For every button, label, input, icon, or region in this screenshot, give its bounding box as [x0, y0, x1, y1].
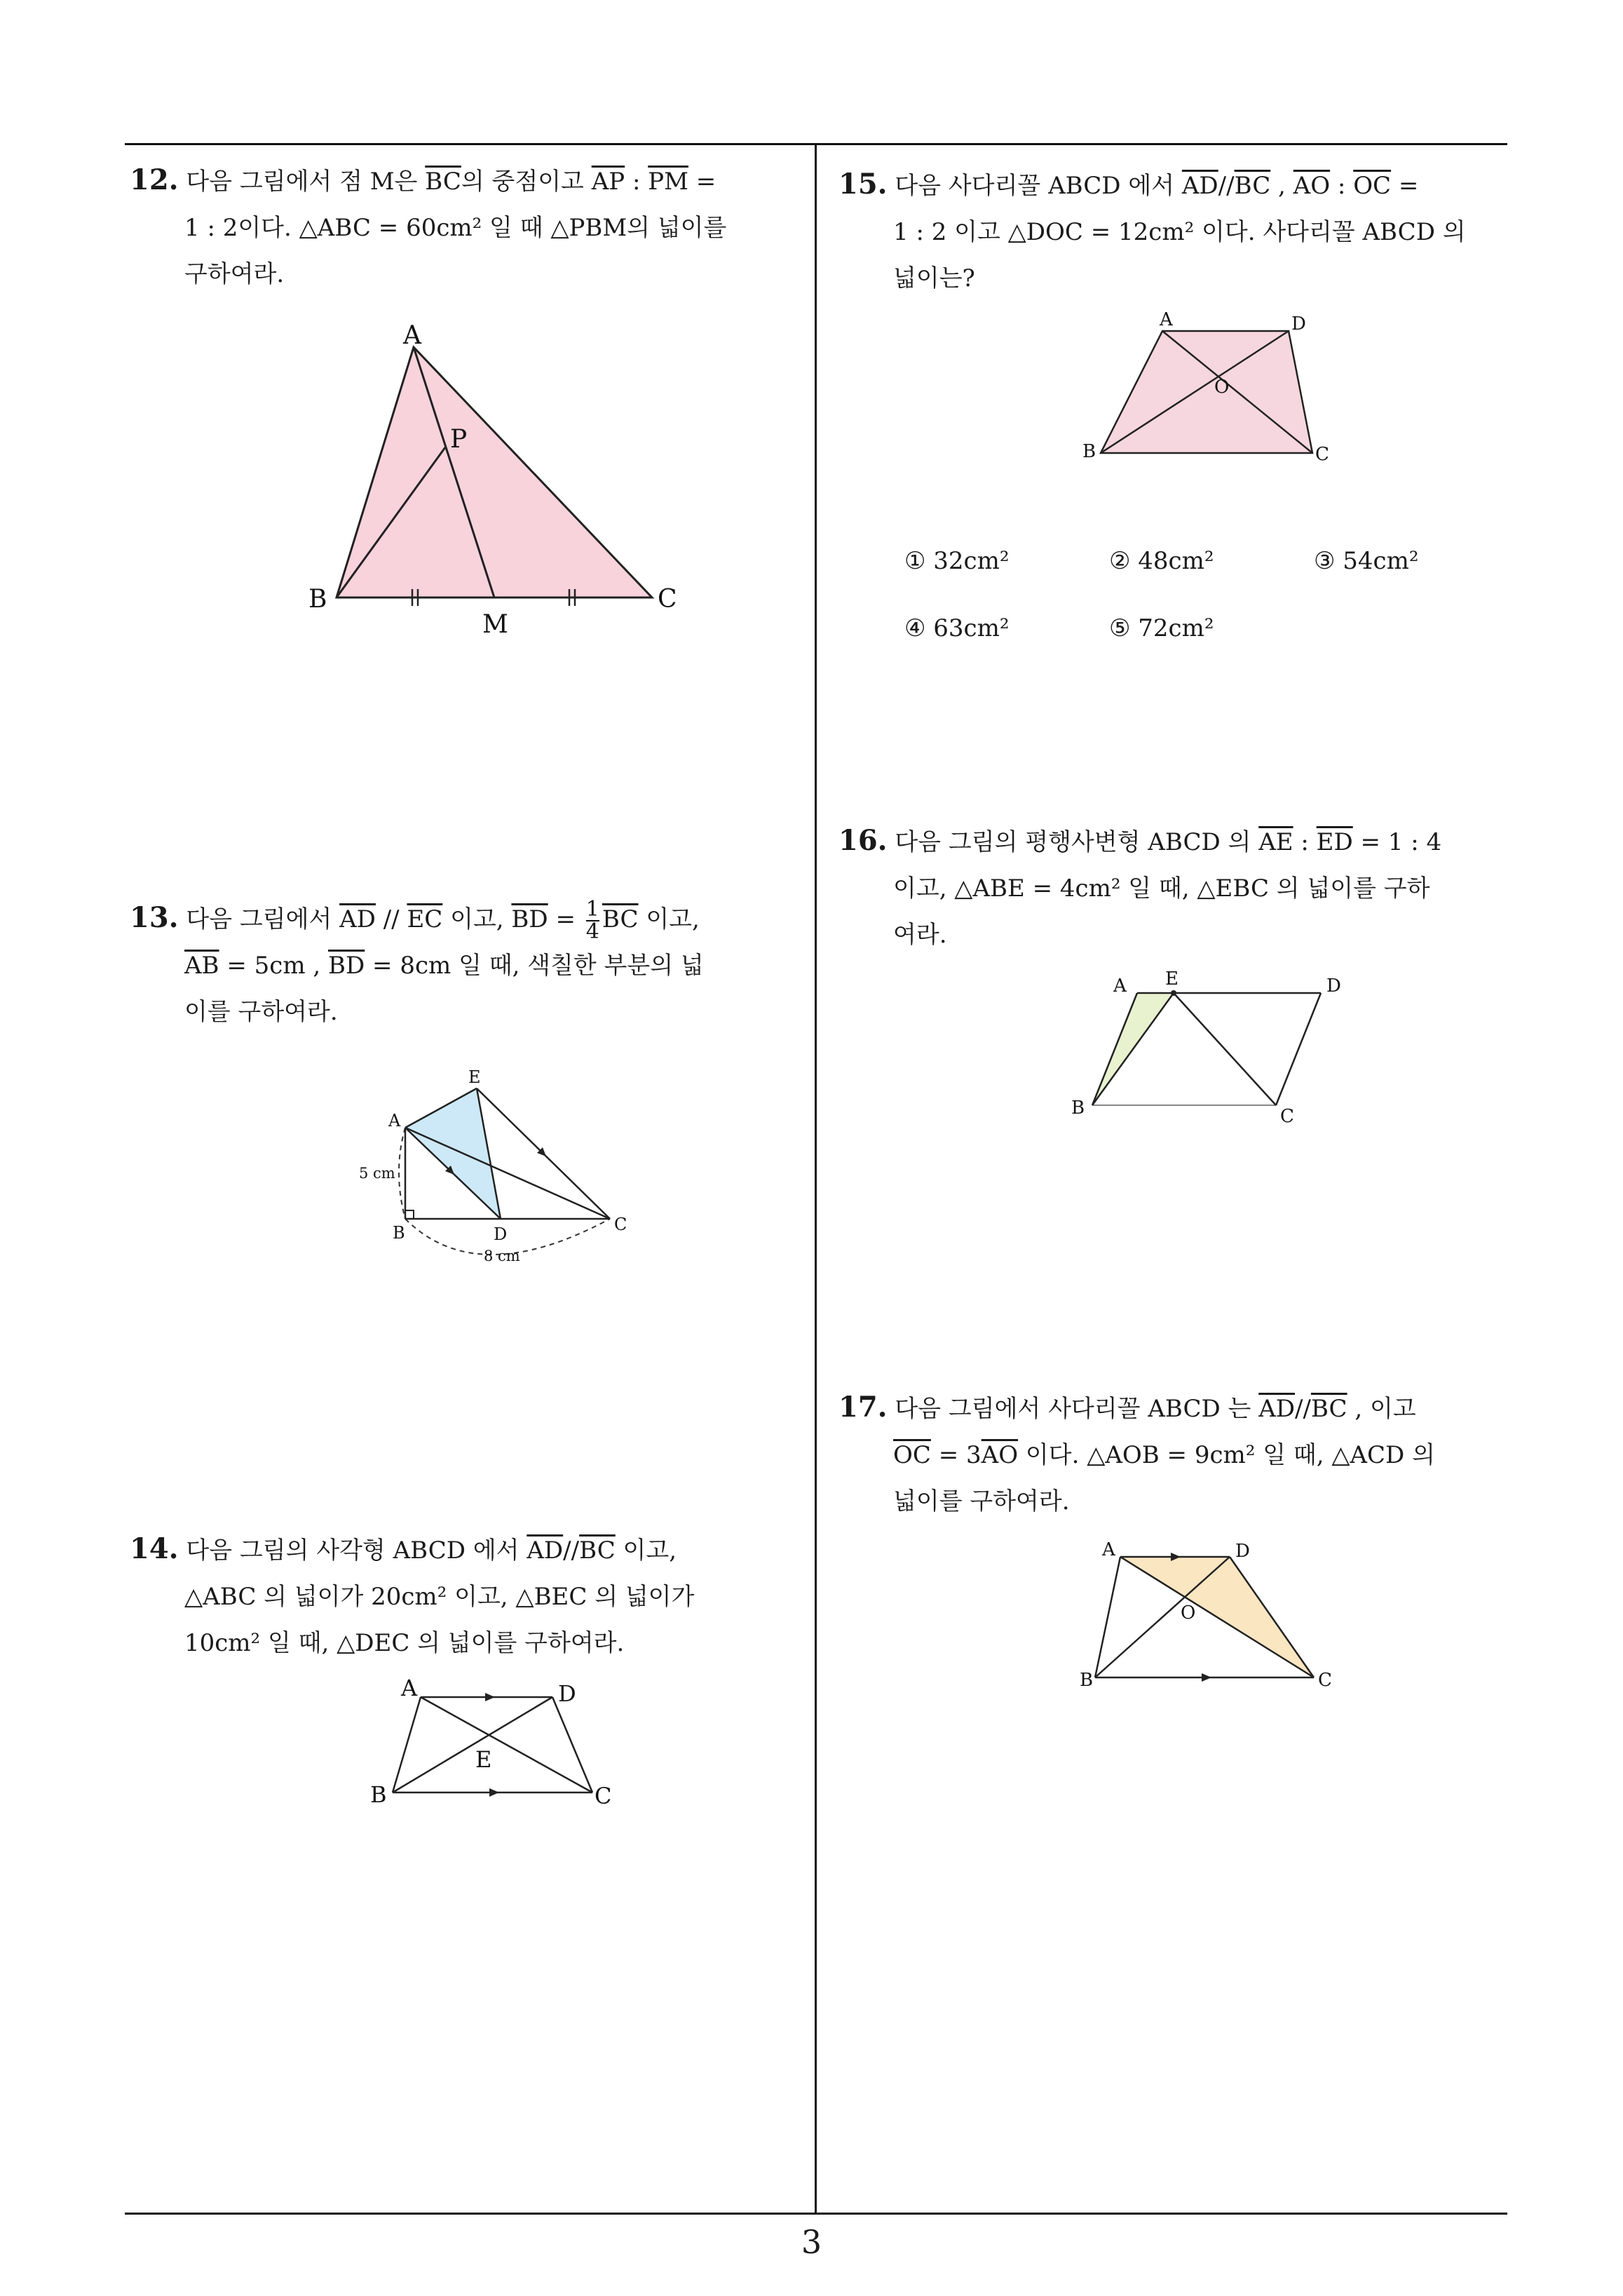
segment-oc: $\overline{OC}$: [1353, 172, 1392, 200]
problem-17: [838, 1384, 1512, 1525]
text: 이고,: [442, 905, 504, 933]
segment-bc: $\overline{BC}$: [425, 168, 461, 196]
label-d: D: [494, 1224, 508, 1244]
problem-16-line-2: 이고, △ABE = 4cm² 일 때, △EBC 의 넓이를 구하: [893, 874, 1430, 903]
label-a: A: [403, 321, 421, 350]
label-d: D: [1291, 313, 1306, 335]
label-e: E: [468, 1067, 481, 1087]
label-a: A: [1102, 1539, 1115, 1560]
text: 다음 그림에서 점 M은: [186, 168, 418, 196]
segment-bd: $\overline{BD}$: [328, 952, 365, 980]
segment-bc: $\overline{BC}$: [1310, 1395, 1347, 1423]
label-e: E: [1165, 968, 1179, 990]
label-c: C: [658, 585, 677, 614]
label-p: P: [450, 425, 468, 454]
text: , 이고: [1347, 1395, 1416, 1423]
label-b: B: [1082, 441, 1096, 462]
segment-oc: $\overline{OC}$: [893, 1441, 931, 1469]
label-o: O: [1181, 1602, 1196, 1623]
text: //: [563, 1537, 580, 1565]
segment-ao: $\overline{AO}$: [981, 1441, 1019, 1469]
figure-12: [294, 316, 687, 638]
problem-14-line-2: △ABC 의 넓이가 20cm² 이고, △BEC 의 넓이가: [184, 1583, 695, 1611]
segment-ad: $\overline{AD}$: [527, 1537, 564, 1565]
text: :: [1330, 172, 1354, 200]
label-c: C: [1280, 1106, 1294, 1127]
problem-number: 17.: [838, 1391, 888, 1424]
figure-16: [1059, 968, 1353, 1136]
label-d: D: [1326, 975, 1341, 997]
denominator: 4: [585, 919, 599, 944]
choice-1[interactable]: ① 32cm²: [904, 547, 1010, 575]
segment-ec: $\overline{EC}$: [407, 905, 443, 933]
text: 다음 사다리꼴 ABCD 에서: [895, 172, 1175, 200]
figure-15: [1066, 309, 1346, 470]
text: //: [1218, 172, 1235, 200]
problem-number: 14.: [130, 1532, 179, 1565]
label-b: B: [1080, 1670, 1094, 1691]
text: ,: [1270, 172, 1286, 200]
label-c: C: [1315, 444, 1329, 465]
problem-17-line-2: [838, 1432, 1512, 1478]
label-a: A: [388, 1111, 401, 1130]
label-d: D: [1235, 1541, 1250, 1562]
label-d: D: [558, 1680, 576, 1707]
problem-16-line-1: [838, 818, 1512, 865]
fraction-one-quarter: [586, 899, 599, 943]
problem-12-line-2: 1 : 2이다. △ABC = 60cm² 일 때 △PBM의 넓이를: [184, 214, 727, 242]
numerator: 1: [585, 897, 599, 921]
label-c: C: [595, 1783, 612, 1809]
problem-number: 16.: [838, 824, 888, 857]
label-c: C: [614, 1215, 627, 1234]
segment-bd: $\overline{BD}$: [511, 905, 548, 933]
segment-ed: $\overline{ED}$: [1316, 828, 1353, 856]
problem-14-line-3: 10cm² 일 때, △DEC 의 넓이를 구하여라.: [184, 1629, 625, 1657]
problem-number: 13.: [130, 901, 179, 934]
problem-number: 15.: [838, 168, 888, 201]
problem-15: [838, 161, 1512, 302]
choice-3[interactable]: ③ 54cm²: [1314, 547, 1419, 575]
segment-ao: $\overline{AO}$: [1293, 172, 1331, 200]
text: 다음 그림의 평행사변형 ABCD 의: [895, 828, 1251, 856]
page-number: 3: [801, 2223, 822, 2261]
column-divider: [815, 143, 817, 2215]
problem-14: [130, 1526, 803, 1666]
segment-ab: $\overline{AB}$: [184, 952, 219, 980]
text: 다음 그림에서: [186, 905, 332, 933]
text: 이다. △AOB = 9cm² 일 때, △ACD 의: [1018, 1441, 1435, 1469]
label-b: B: [393, 1223, 405, 1243]
problem-14-line-1: [130, 1526, 803, 1574]
problem-15-line-3: 넓이는?: [893, 264, 975, 292]
text: =: [688, 168, 717, 196]
text: 다음 그림의 사각형 ABCD 에서: [186, 1537, 520, 1565]
choice-4[interactable]: ④ 63cm²: [904, 614, 1010, 642]
text: 이고,: [638, 905, 700, 933]
segment-ad: $\overline{AD}$: [1181, 172, 1218, 200]
text: = 1 : 4: [1352, 828, 1442, 856]
figure-13: [351, 1045, 645, 1276]
text: :: [625, 168, 648, 196]
problem-12-line-3: 구하여라.: [184, 260, 285, 288]
text: //: [1295, 1395, 1311, 1423]
figure-14: [365, 1676, 631, 1816]
problem-13-line-3: 이를 구하여라.: [184, 998, 338, 1026]
text: //: [375, 905, 407, 933]
problem-15-line-2: 1 : 2 이고 △DOC = 12cm² 이다. 사다리꼴 ABCD 의: [893, 218, 1466, 246]
problem-16: [838, 818, 1512, 958]
text: 이고,: [615, 1537, 677, 1565]
choice-2[interactable]: ② 48cm²: [1109, 547, 1214, 575]
segment-ap: $\overline{AP}$: [591, 168, 625, 196]
problem-16-line-3: 여라.: [893, 921, 947, 949]
label-e: E: [475, 1746, 492, 1773]
segment-ad: $\overline{AD}$: [339, 905, 376, 933]
text: :: [1293, 828, 1317, 856]
label-b: B: [1071, 1098, 1085, 1119]
segment-bc: $\overline{BC}$: [579, 1537, 616, 1565]
label-c: C: [1318, 1670, 1332, 1691]
label-a: A: [1160, 309, 1173, 330]
problem-12: [130, 157, 803, 297]
problem-17-line-3: 넓이를 구하여라.: [893, 1487, 1070, 1515]
text: = 5cm ,: [219, 952, 321, 980]
label-a: A: [1113, 975, 1127, 997]
text: =: [1391, 172, 1419, 200]
problem-number: 12.: [130, 163, 179, 196]
label-a: A: [401, 1676, 418, 1701]
text: = 8cm 일 때, 색칠한 부분의 넓: [365, 952, 704, 980]
figure-17: [1066, 1536, 1346, 1704]
bottom-rule: [125, 2213, 1507, 2215]
segment-ad: $\overline{AD}$: [1258, 1395, 1296, 1423]
problem-15-choices: [904, 547, 1507, 659]
segment-bc: $\overline{BC}$: [1234, 172, 1271, 200]
text: = 3: [930, 1441, 982, 1469]
segment-bc: $\overline{BC}$: [602, 905, 639, 933]
label-bc-length: 8 cm: [484, 1248, 520, 1264]
problem-13: [130, 895, 803, 1035]
label-m: M: [482, 610, 508, 638]
text: 다음 그림에서 사다리꼴 ABCD 는: [895, 1395, 1251, 1423]
problem-17-line-1: [838, 1384, 1512, 1432]
label-b: B: [370, 1781, 387, 1808]
label-ab-length: 5 cm: [359, 1165, 395, 1182]
text: 의 중점이고: [461, 168, 584, 196]
label-b: B: [308, 585, 327, 614]
segment-ae: $\overline{AE}$: [1258, 828, 1293, 856]
label-o: O: [1214, 377, 1230, 398]
problem-13-line-1: [130, 895, 803, 943]
choice-5[interactable]: ⑤ 72cm²: [1109, 614, 1214, 642]
problem-15-line-1: [838, 161, 1512, 209]
problem-12-line-1: [130, 157, 803, 205]
problem-13-line-2: [130, 943, 803, 989]
text: =: [548, 905, 583, 933]
segment-pm: $\overline{PM}$: [648, 168, 688, 196]
